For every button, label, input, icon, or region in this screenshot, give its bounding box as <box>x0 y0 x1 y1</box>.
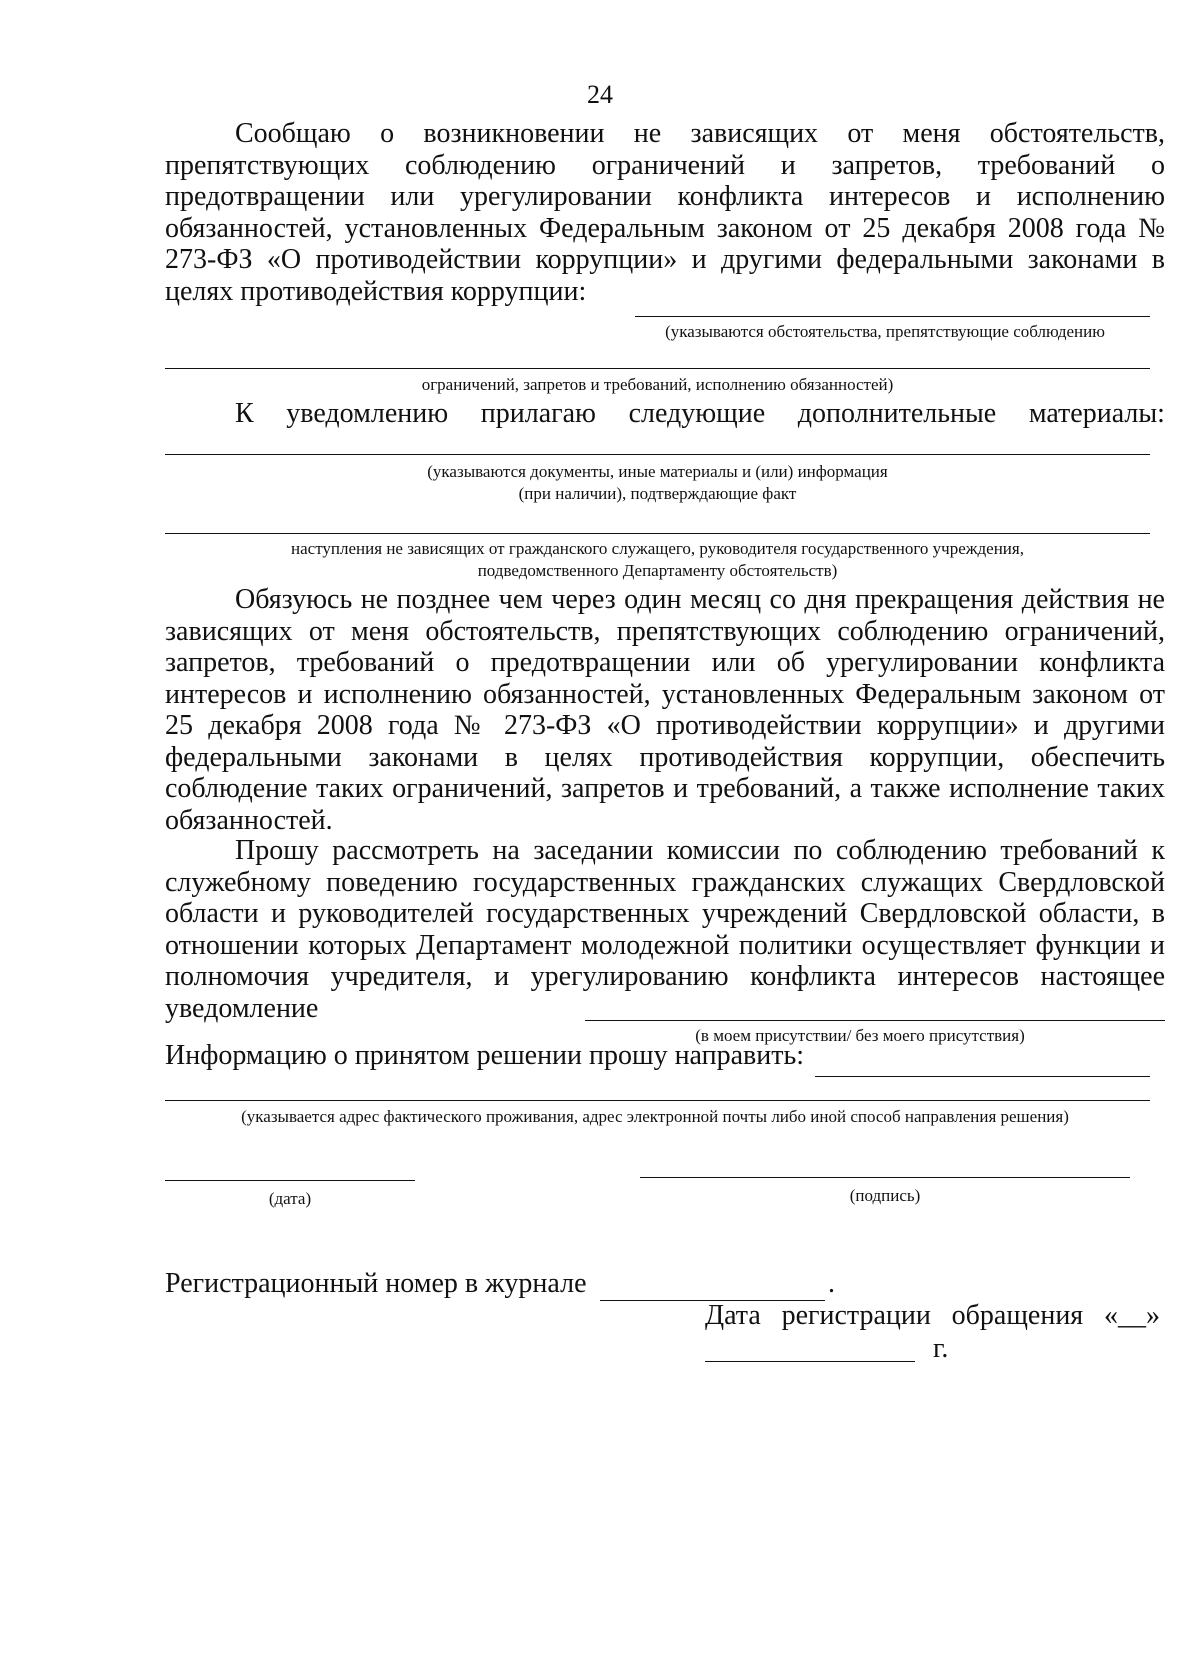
reg-date-word: обращения <box>951 1300 1084 1331</box>
attachments-line <box>235 398 1165 430</box>
reg-date-field-line[interactable] <box>705 1361 915 1362</box>
info-hint: (указывается адрес фактического проживания, адрес электронной почты либо иной способ направления решения) <box>241 1107 1069 1126</box>
attachments-word: материалы: <box>1028 398 1165 429</box>
presence-hint: (в моем присутствии/ без моего присутствия) <box>695 1026 1025 1045</box>
reg-number-period: . <box>828 1268 835 1299</box>
reg-date-line <box>705 1300 1160 1332</box>
reg-date-word: Дата <box>705 1300 761 1331</box>
info-label: Информацию о принятом решении прошу направить: <box>165 1040 805 1071</box>
presence-line[interactable] <box>585 1020 1165 1021</box>
reg-number-label: Регистрационный номер в журнале <box>165 1268 587 1299</box>
request-paragraph <box>165 835 1165 1024</box>
attachments-hint-3: наступления не зависящих от гражданского служащего, руководителя государственного учреждения, <box>291 539 1024 558</box>
attachments-field-line-1[interactable] <box>165 454 1150 455</box>
attachments-word: дополнительные <box>797 398 997 429</box>
attachments-word: следующие <box>628 398 766 429</box>
page-number: 24 <box>587 80 613 109</box>
circumstances-line-1[interactable] <box>635 316 1150 317</box>
reg-date-year-suffix: г. <box>933 1333 949 1364</box>
info-line-2[interactable] <box>165 1100 1150 1101</box>
info-line-1[interactable] <box>815 1076 1150 1077</box>
attachments-hint-1: (указываются документы, иные материалы и (или) информация <box>427 462 888 481</box>
obligation-text: Обязуюсь не позднее чем через один месяц со дня прекращения действия не зависящих от меня обстоятельств, препятствующих соблюдению ограничений, запретов, требований о предотвращении или об урегулировании конфликта интересов и исполнению обязанностей, установленных Федеральным законом от 25 декабря 2008 года № 273-ФЗ «О противодействии коррупции» и другими федеральными законами в целях противодействия коррупции, обеспечить соблюдение таких ограничений, запретов и требований, а также исполнение таких обязанностей. <box>165 584 1165 836</box>
reg-date-word: «__» <box>1103 1300 1160 1331</box>
attachments-word: К <box>235 398 254 429</box>
signature-caption: (подпись) <box>849 1186 921 1205</box>
attachments-hint-2: (при наличии), подтверждающие факт <box>518 484 797 503</box>
notice-text: Сообщаю о возникновении не зависящих от меня обстоятельств, препятствующих соблюдению ограничений и запретов, требований о предотвращении или урегулировании конфликта интересов и исполнению обязанностей, установленных Федеральным законом от 25 декабря 2008 года № 273-ФЗ «О противодействии коррупции» и другими федеральными законами в целях противодействия коррупции: <box>165 118 1165 307</box>
attachments-word: уведомлению <box>286 398 449 429</box>
signature-line[interactable] <box>640 1177 1130 1178</box>
attachments-field-line-2[interactable] <box>165 533 1150 534</box>
attachments-word: прилагаю <box>480 398 596 429</box>
circumstances-hint-2: ограничений, запретов и требований, исполнению обязанностей) <box>421 375 894 394</box>
notice-paragraph <box>165 118 1165 307</box>
attachments-hint-4: подведомственного Департаменту обстоятельств) <box>477 561 838 580</box>
date-line[interactable] <box>165 1180 415 1181</box>
circumstances-hint-1: (указываются обстоятельства, препятствующие соблюдению <box>665 322 1105 341</box>
request-text: Прошу рассмотреть на заседании комиссии по соблюдению требований к служебному поведению государственных гражданских служащих Свердловской области и руководителей государственных учреждений Свердловской области, в отношении которых Департамент молодежной политики осуществляет функции и полномочия учредителя, и урегулированию конфликта интересов настоящее уведомление <box>165 835 1165 1024</box>
date-caption: (дата) <box>268 1189 312 1208</box>
circumstances-line-2[interactable] <box>165 368 1150 369</box>
obligation-paragraph <box>165 584 1165 836</box>
reg-date-word: регистрации <box>781 1300 931 1331</box>
